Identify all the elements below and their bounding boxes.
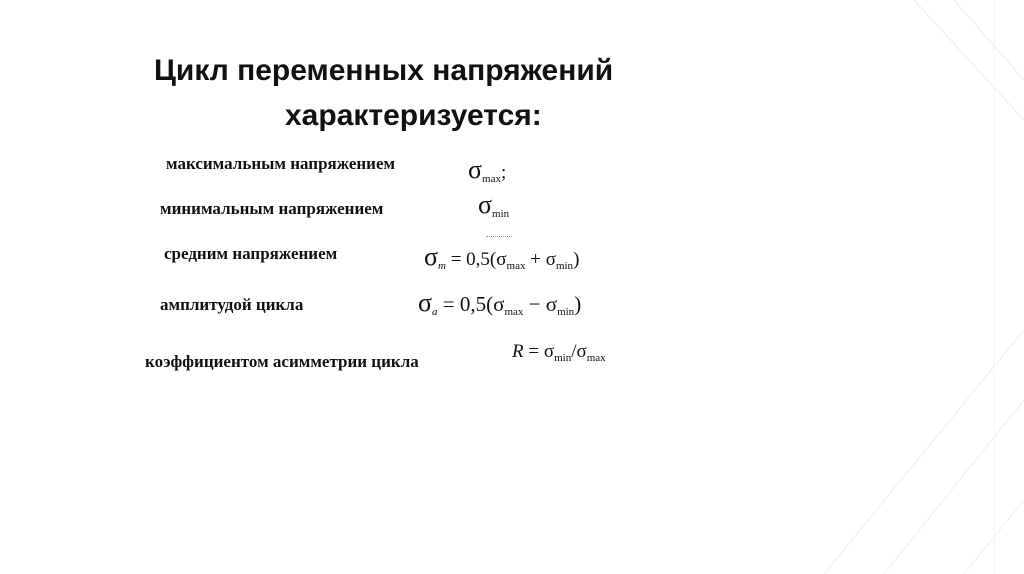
- label-min-stress: минимальным напряжением: [160, 199, 384, 218]
- subscript-a: a: [432, 306, 438, 318]
- subscript-min: min: [555, 260, 574, 272]
- equals-sign: =: [523, 341, 544, 362]
- sigma-symbol: σ: [424, 242, 439, 271]
- sigma-symbol: σ: [545, 249, 556, 270]
- expr-prefix: = 0,5(: [442, 292, 494, 316]
- sigma-symbol: σ: [545, 292, 558, 316]
- slide-title-line-2: характеризуется:: [285, 99, 542, 132]
- formula-sigma-max: [468, 157, 506, 185]
- sigma-symbol: σ: [418, 288, 433, 317]
- minus-operator: −: [523, 292, 546, 316]
- subscript-min: min: [492, 208, 510, 220]
- formula-amplitude: [418, 290, 581, 318]
- sigma-symbol: σ: [496, 249, 507, 270]
- sigma-symbol: σ: [543, 341, 555, 362]
- subscript-max: max: [482, 173, 501, 185]
- formula-mean-stress: [424, 244, 579, 272]
- expr-suffix: ): [574, 292, 582, 316]
- subscript-min: min: [557, 306, 575, 318]
- expr-suffix: ): [573, 249, 580, 270]
- formula-asymmetry: [512, 342, 606, 364]
- plus-operator: +: [525, 249, 546, 270]
- subscript-min: min: [554, 352, 572, 364]
- label-amplitude: амплитудой цикла: [160, 295, 304, 314]
- decorative-dots: [486, 236, 512, 238]
- subscript-m: m: [438, 260, 446, 272]
- formula-suffix: ;: [500, 162, 507, 183]
- expr-prefix: = 0,5(: [450, 249, 497, 270]
- slide-title-line-1: Цикл переменных напряжений: [154, 54, 614, 87]
- sigma-symbol: σ: [468, 155, 483, 184]
- subscript-max: max: [586, 352, 606, 364]
- formula-sigma-min: [478, 192, 509, 220]
- sigma-symbol: σ: [493, 292, 505, 316]
- label-asymmetry-coefficient: коэффициентом асимметрии цикла: [145, 352, 419, 371]
- subscript-max: max: [506, 260, 526, 272]
- label-max-stress: максимальным напряжением: [166, 154, 396, 173]
- sigma-symbol: σ: [576, 341, 587, 362]
- label-mean-stress: средним напряжением: [164, 244, 338, 263]
- fraction-slash: /: [571, 341, 577, 362]
- subscript-max: max: [504, 306, 524, 318]
- r-symbol: R: [512, 341, 524, 362]
- sigma-symbol: σ: [478, 190, 493, 219]
- background-decoration: [764, 0, 1024, 574]
